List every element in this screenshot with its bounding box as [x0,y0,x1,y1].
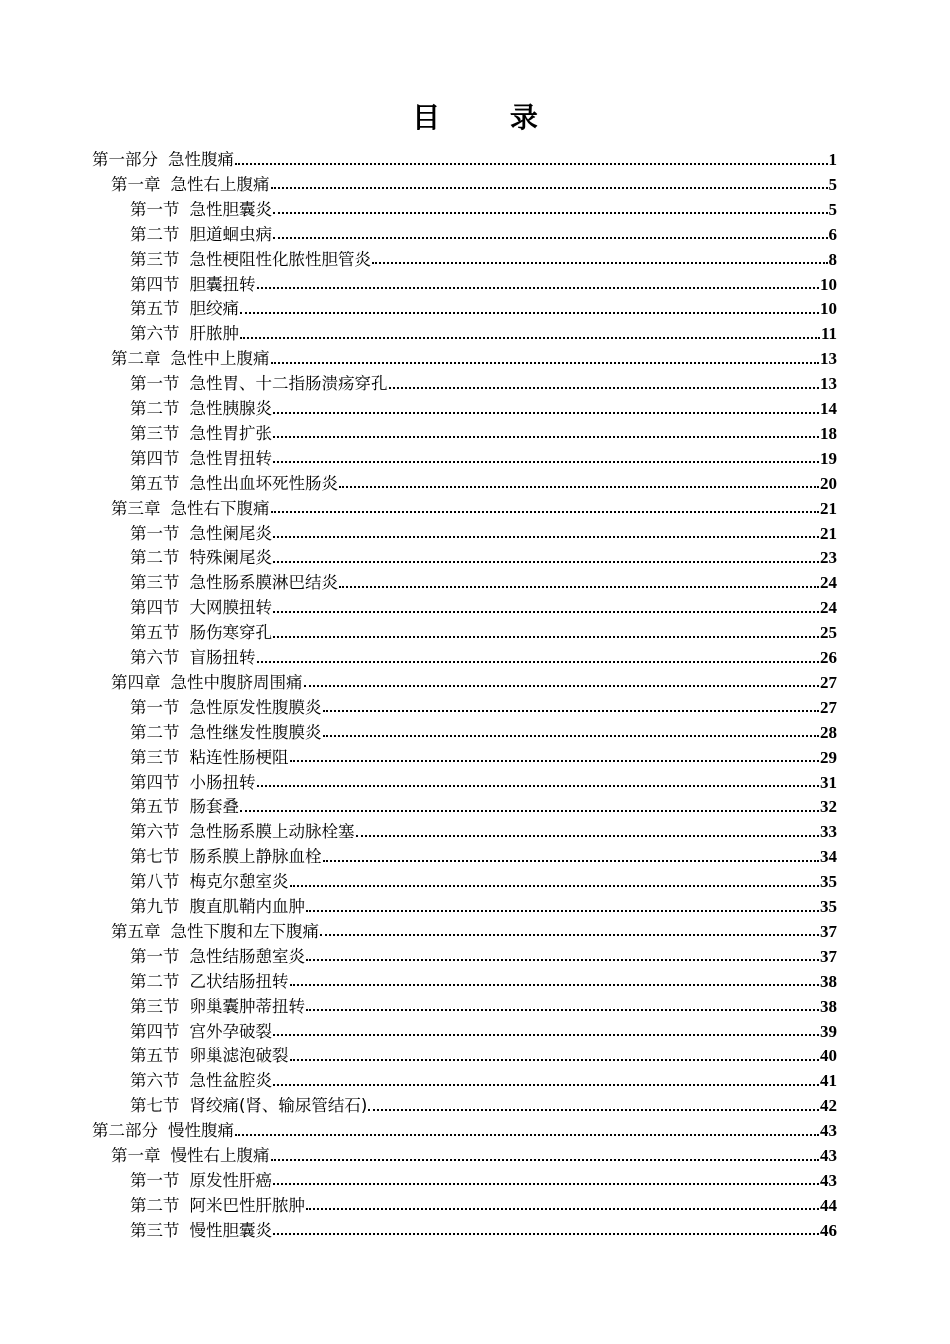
toc-entry-label [130,969,289,994]
toc-page-number: 14 [820,399,837,418]
toc-entry-number: 第四节 [130,274,180,294]
toc-entry-title: 急性中上腹痛 [170,349,270,369]
toc-entry-title: 卵巢囊肿蒂扭转 [189,996,305,1016]
toc-page-number: 10 [820,274,837,294]
toc-entry-label [111,346,270,371]
toc-entry-title: 急性阑尾炎 [189,523,272,543]
toc-page-number: 35 [820,897,837,916]
toc-entry-number: 第一节 [130,1170,180,1190]
toc-entry-number: 第三节 [130,747,180,767]
toc-entry-title: 急性中腹脐周围痛 [170,672,303,692]
toc-entry[interactable] [130,570,837,595]
toc-entry[interactable] [130,645,837,670]
toc-entry-number: 第七节 [130,847,180,867]
dot-leader [306,959,819,961]
toc-entry-title: 急性胃、十二指肠溃疡穿孔 [189,374,388,394]
toc-entry-label [130,695,322,720]
toc-entry-number: 第五节 [130,1046,180,1066]
toc-entry-label [92,1118,234,1143]
dot-leader [257,287,820,289]
toc-entry-label [111,919,319,944]
toc-entry-label [130,869,289,894]
dot-leader [273,561,819,563]
dot-leader [273,212,828,214]
toc-page-number: 44 [820,1195,837,1215]
toc-page-number: 27 [820,672,837,692]
toc-entry-label [130,770,256,795]
toc-entry-title: 急性梗阻性化脓性胆管炎 [189,249,371,269]
toc-entry[interactable] [130,695,837,720]
dot-leader [271,362,820,364]
toc-page-number: 34 [820,847,837,867]
toc-entry-label [92,147,234,172]
dot-leader [240,312,819,314]
dot-leader [368,1109,819,1111]
toc-entry-label [130,570,338,595]
dot-leader [290,1059,820,1061]
dot-leader [306,1009,819,1011]
toc-entry-label [130,1019,272,1044]
toc-entry-label [130,720,322,745]
toc-entry-label [130,1193,305,1218]
toc-entry-title: 急性腹痛 [168,150,234,169]
toc-entry-number: 第四节 [130,772,180,792]
toc-entry-label [130,844,322,869]
toc-entry-number: 第六节 [130,1071,180,1091]
toc-page-number: 13 [820,349,837,369]
toc-entry-number: 第二章 [111,349,161,369]
toc-page-number: 25 [820,623,837,643]
dot-leader [273,412,819,414]
toc-entry[interactable] [130,521,837,546]
toc-entry-label [111,496,270,521]
toc-entry-title: 急性胃扭转 [189,448,272,468]
toc-entry-number: 第六节 [130,324,180,344]
toc-page-number: 43 [820,1170,837,1190]
toc-entry-label [130,944,305,969]
toc-entry-number: 第一章 [111,1146,161,1165]
toc-entry-number: 第三节 [130,249,180,269]
toc-entry-title: 急性右上腹痛 [170,174,270,194]
toc-page-number: 1 [828,150,837,169]
toc-page-number: 41 [820,1071,837,1091]
toc-entry[interactable] [130,794,837,819]
toc-entry-title: 大网膜扭转 [189,598,272,618]
toc-entry-number: 第二节 [130,224,180,244]
toc-entry-number: 第四章 [111,672,161,692]
dot-leader [273,461,819,463]
toc-entry-title: 卵巢滤泡破裂 [189,1046,289,1066]
dot-leader [273,1233,819,1235]
toc-entry-title: 肠系膜上静脉血栓 [189,847,322,867]
toc-entry-title: 急性右下腹痛 [170,498,270,518]
toc-entry-number: 第一部分 [92,150,158,169]
dot-leader [290,760,820,762]
toc-entry[interactable] [130,247,837,272]
toc-entry[interactable] [130,944,837,969]
toc-entry-title: 急性肠系膜淋巴结炎 [189,573,338,593]
toc-entry-number: 第二节 [130,399,180,418]
toc-entry-title: 急性胰腺炎 [189,399,272,418]
toc-entry-label [130,994,305,1019]
toc-entry-label [111,172,270,197]
toc-entry-number: 第五节 [130,473,180,493]
dot-leader [271,187,828,189]
toc-page-number: 38 [820,996,837,1016]
toc-entry[interactable] [130,321,837,346]
toc-page-number: 32 [820,797,837,817]
dot-leader [389,387,820,389]
toc-entry-number: 第二节 [130,722,180,742]
toc-entry-label [130,1168,272,1193]
toc-entry-number: 第一节 [130,523,180,543]
dot-leader [271,511,820,513]
toc-entry-number: 第三节 [130,1220,180,1240]
toc-entry-number: 第五章 [111,921,161,941]
dot-leader [273,237,828,239]
toc-entry-label [130,371,388,396]
toc-entry-title: 慢性胆囊炎 [189,1220,272,1240]
toc-entry[interactable] [130,197,837,222]
toc-entry-label [130,396,272,421]
toc-entry[interactable] [130,1168,837,1193]
dot-leader [240,810,819,812]
toc-entry-title: 急性出血坏死性肠炎 [189,473,338,493]
dot-leader [257,785,820,787]
toc-entry-title: 急性肠系膜上动脉栓塞 [189,822,355,842]
toc-entry-label [130,545,272,570]
toc-entry-label [130,197,272,222]
toc-entry-number: 第五节 [130,797,180,817]
toc-entry-label [111,1143,270,1168]
toc-entry-title: 慢性腹痛 [168,1121,234,1141]
toc-entry[interactable] [130,1193,837,1218]
toc-entry-label [111,670,303,695]
toc-page-number: 29 [820,747,837,767]
toc-entry[interactable] [130,894,837,919]
toc-entry-number: 第九节 [130,897,180,916]
toc-page-number: 42 [820,1096,837,1116]
toc-entry[interactable] [111,1143,837,1168]
toc-page-number: 46 [820,1220,837,1240]
toc-entry-label [130,446,272,471]
toc-entry-title: 胆囊扭转 [189,274,256,294]
toc-entry-title: 宫外孕破裂 [189,1021,272,1041]
toc-page-number: 8 [828,249,837,269]
toc-entry-label [130,421,272,446]
toc-entry-title: 急性继发性腹膜炎 [189,722,322,742]
toc-entry-number: 第三节 [130,996,180,1016]
toc-entry[interactable] [130,720,837,745]
toc-entry[interactable] [130,222,837,247]
toc-page-number: 27 [820,697,837,717]
toc-page-number: 38 [820,971,837,991]
toc-page-number: 33 [820,822,837,842]
toc-page-number: 24 [820,573,837,593]
dot-leader [273,636,819,638]
toc-entry[interactable] [92,1118,837,1143]
dot-leader [235,163,828,165]
toc-page-number: 35 [820,872,837,892]
toc-entry-title: 原发性肝癌 [189,1170,272,1190]
toc-entry-number: 第四节 [130,1021,180,1041]
toc-page-number: 37 [820,946,837,966]
dot-leader [306,910,819,912]
toc-page-number: 31 [820,772,837,792]
toc-entry[interactable] [111,346,837,371]
toc-page-number: 13 [820,374,837,394]
toc-entry-number: 第二节 [130,971,180,991]
toc-entry-label [130,1068,272,1093]
toc-page-number: 21 [820,498,837,518]
toc-entry[interactable] [130,1043,837,1068]
toc-entry-label [130,819,355,844]
toc-entry-number: 第三节 [130,573,180,593]
toc-entry-title: 乙状结肠扭转 [189,971,289,991]
toc-entry-title: 急性结肠憩室炎 [189,946,305,966]
dot-leader [273,1034,819,1036]
toc-entry-number: 第六节 [130,648,180,667]
toc-page-number: 24 [820,598,837,618]
toc-page-number: 43 [820,1121,837,1141]
toc-page-number: 20 [820,473,837,493]
toc-entry-number: 第一章 [111,174,161,194]
dot-leader [372,262,828,264]
toc-entry-title: 腹直肌鞘内血肿 [189,897,305,916]
toc-entry[interactable] [130,994,837,1019]
toc-entry-label [130,247,371,272]
toc-entry[interactable] [130,1218,837,1243]
toc-entry[interactable] [130,421,837,446]
toc-page-number: 10 [820,299,837,319]
toc-entry[interactable] [130,620,837,645]
dot-leader [290,984,820,986]
toc-entry-label [130,595,272,620]
toc-entry-label [130,620,272,645]
dot-leader [240,337,820,339]
toc-entry-number: 第一节 [130,199,180,219]
toc-entry-title: 急性胆囊炎 [189,199,272,219]
toc-entry-number: 第一节 [130,697,180,717]
toc-page-number: 5 [828,174,837,194]
toc-entry-title: 急性下腹和左下腹痛 [170,921,319,941]
toc-page-number: 43 [820,1146,837,1165]
toc-entry-title: 肠伤寒穿孔 [189,623,272,643]
page-title: 目 录 [412,101,568,134]
toc-entry-title: 急性盆腔炎 [189,1071,272,1091]
toc-entry[interactable] [130,545,837,570]
toc-entry-number: 第三节 [130,423,180,443]
toc-entry-number: 第六节 [130,822,180,842]
toc-page-number: 18 [820,423,837,443]
toc-entry-title: 粘连性肠梗阻 [189,747,289,767]
dot-leader [356,835,820,837]
toc-entry-title: 肠套叠 [189,797,239,817]
toc-entry[interactable] [130,770,837,795]
toc-entry[interactable] [130,396,837,421]
toc-page-number: 5 [828,199,837,219]
toc-entry[interactable] [130,595,837,620]
toc-entry-number: 第一节 [130,374,180,394]
toc-entry-label [130,321,239,346]
toc-entry-number: 第一节 [130,946,180,966]
toc-entry-number: 第五节 [130,623,180,643]
dot-leader [273,1084,819,1086]
dot-leader [257,661,820,663]
dot-leader [271,1159,820,1161]
toc-entry-label [130,296,239,321]
toc-entry[interactable] [130,869,837,894]
toc-entry-title: 梅克尔憩室炎 [189,872,289,892]
toc-entry[interactable] [130,272,837,297]
dot-leader [339,586,819,588]
toc-page-number: 21 [820,523,837,543]
toc-entry[interactable] [130,296,837,321]
toc-entry-number: 第二节 [130,548,180,568]
toc-entry-title: 小肠扭转 [189,772,256,792]
toc-entry-label [130,272,256,297]
toc-entry-number: 第七节 [130,1096,180,1116]
toc-entry[interactable] [130,1093,837,1118]
toc-entry-number: 第二节 [130,1195,180,1215]
toc-page-number: 23 [820,548,837,568]
toc-entry-number: 第二部分 [92,1121,158,1141]
toc-page-number: 28 [820,722,837,742]
toc-entry-title: 特殊阑尾炎 [189,548,272,568]
toc-entry[interactable] [111,496,837,521]
toc-entry[interactable] [130,446,837,471]
toc-page-number: 6 [828,224,837,244]
dot-leader [323,860,820,862]
toc-entry-label [130,222,272,247]
dot-leader [235,1134,819,1136]
toc-entry-number: 第八节 [130,872,180,892]
toc-entry-title: 急性原发性腹膜炎 [189,697,322,717]
toc-entry-title: 阿米巴性肝脓肿 [189,1195,305,1215]
toc-page-number: 39 [820,1021,837,1041]
toc-page-number: 37 [820,921,837,941]
toc-page-number: 19 [820,448,837,468]
toc-entry[interactable] [130,969,837,994]
toc-entry-title: 胆绞痛 [189,299,239,319]
dot-leader [323,710,820,712]
toc-page-number: 26 [820,648,837,667]
toc-entry-title: 肝脓肿 [189,324,239,344]
dot-leader [273,536,819,538]
toc-entry[interactable] [130,1019,837,1044]
toc-entry[interactable] [92,147,837,172]
toc-entry[interactable] [111,172,837,197]
dot-leader [320,934,819,936]
dot-leader [290,885,820,887]
toc-entry-title: 盲肠扭转 [189,648,256,667]
dot-leader [304,685,820,687]
dot-leader [273,1183,819,1185]
toc-entry-number: 第五节 [130,299,180,319]
toc-entry-label [130,645,256,670]
toc-entry[interactable] [111,919,837,944]
toc-page-number: 40 [820,1046,837,1066]
toc-page-number: 11 [820,324,837,344]
toc-entry-label [130,471,338,496]
toc-entry-label [130,745,289,770]
toc-entry-label [130,894,305,919]
toc-entry[interactable] [111,670,837,695]
toc-entry-number: 第四节 [130,598,180,618]
toc-entry[interactable] [130,371,837,396]
toc-entry-title: 慢性右上腹痛 [170,1146,270,1165]
toc-entry-number: 第四节 [130,448,180,468]
dot-leader [323,735,820,737]
dot-leader [306,1208,819,1210]
toc-entry-label [130,1093,367,1118]
toc-entry-title: 急性胃扩张 [189,423,272,443]
dot-leader [273,436,819,438]
dot-leader [339,486,819,488]
toc-entry-title: 胆道蛔虫病 [189,224,272,244]
toc-entry-label [130,521,272,546]
toc-entry[interactable] [130,819,837,844]
toc-entry[interactable] [130,471,837,496]
toc-entry[interactable] [130,745,837,770]
dot-leader [273,611,819,613]
toc-entry[interactable] [130,1068,837,1093]
toc-entry-label [130,794,239,819]
toc-entry-label [130,1218,272,1243]
toc-entry-title: 肾绞痛(肾、输尿管结石) [189,1096,368,1116]
toc-entry-number: 第三章 [111,498,161,518]
toc-entry[interactable] [130,844,837,869]
toc-entry-label [130,1043,289,1068]
